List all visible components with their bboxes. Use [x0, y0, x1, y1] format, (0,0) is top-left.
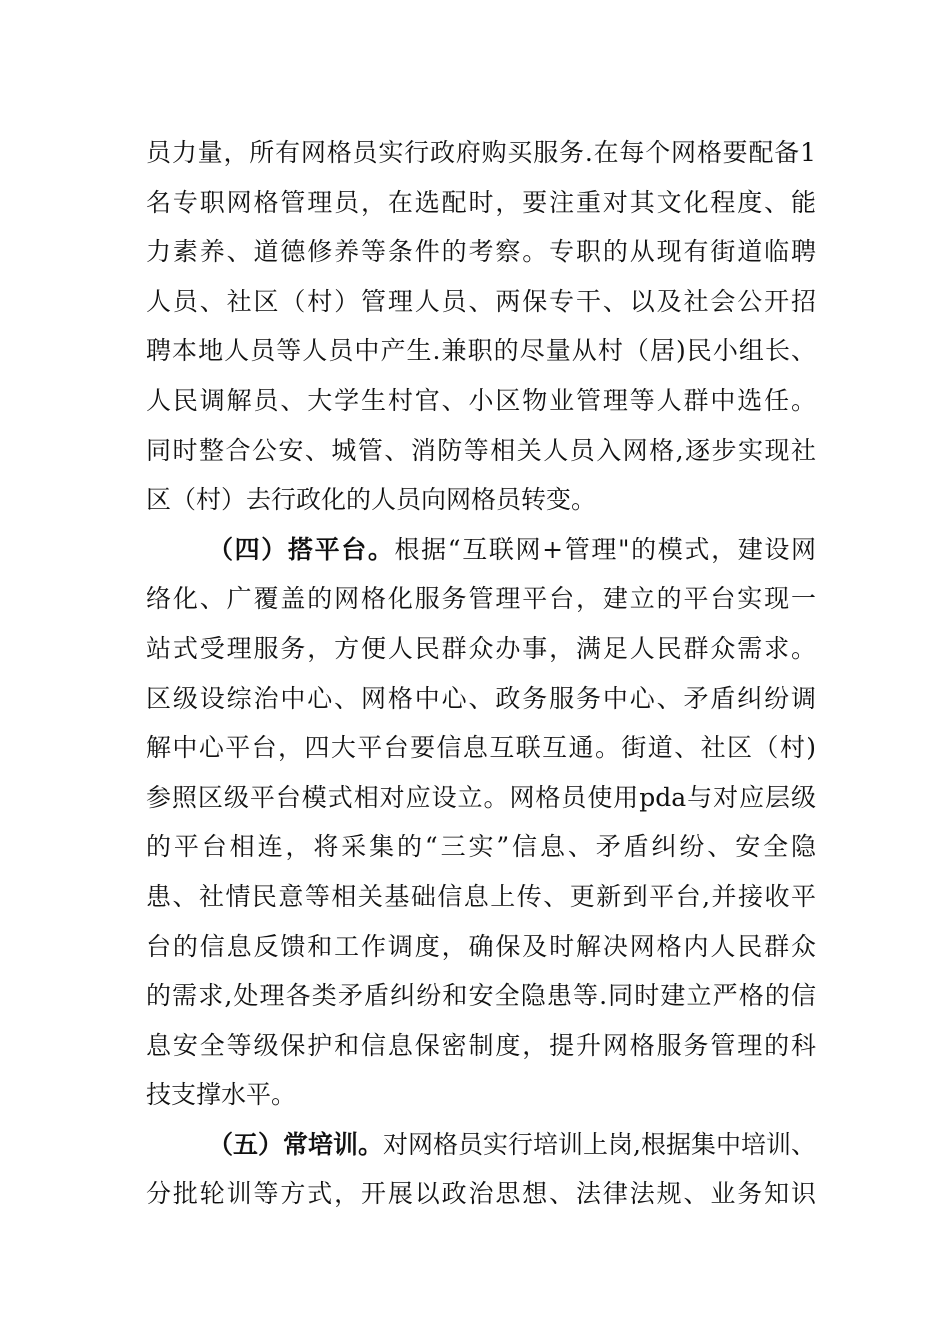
body-line: 的平台相连，将采集的“三实”信息、矛盾纠纷、安全隐 — [146, 832, 816, 862]
body-line: 络化、广覆盖的网格化服务管理平台，建立的平台实现一 — [146, 584, 816, 614]
section-heading: （五）常培训。 — [208, 1129, 384, 1159]
paragraph-first-line — [146, 525, 816, 575]
body-line: 台的信息反馈和工作调度，确保及时解决网格内人民群众 — [146, 931, 816, 961]
body-line: 人民调解员、大学生村官、小区物业管理等人群中选任。 — [146, 385, 816, 415]
body-text: 根据“互联网+管理"的模式，建设网 — [394, 534, 816, 564]
body-line: 人员、社区（村）管理人员、两保专干、以及社会公开招 — [146, 286, 816, 316]
body-line: 患、社情民意等相关基础信息上传、更新到平台,并接收平 — [146, 881, 816, 911]
body-line: 名专职网格管理员，在选配时，要注重对其文化程度、能 — [146, 187, 816, 217]
document-body — [146, 128, 816, 1219]
paragraph-first-line — [146, 1120, 816, 1170]
body-line: 的需求,处理各类矛盾纠纷和安全隐患等.同时建立严格的信 — [146, 981, 816, 1011]
body-line: 技支撑水平。 — [146, 1080, 297, 1110]
body-line: 参照区级平台模式相对应设立。网格员使用pda与对应层级 — [146, 782, 816, 812]
body-line: 力素养、道德修养等条件的考察。专职的从现有街道临聘 — [146, 237, 816, 267]
section-heading: （四）搭平台。 — [208, 534, 395, 564]
body-line: 同时整合公安、城管、消防等相关人员入网格,逐步实现社 — [146, 435, 816, 465]
body-line: 息安全等级保护和信息保密制度，提升网格服务管理的科 — [146, 1030, 816, 1060]
body-line: 区（村）去行政化的人员向网格员转变。 — [146, 485, 597, 515]
body-line: 站式受理服务，方便人民群众办事，满足人民群众需求。 — [146, 633, 816, 663]
body-line: 聘本地人员等人员中产生.兼职的尽量从村（居)民小组长、 — [146, 336, 816, 366]
body-line: 区级设综治中心、网格中心、政务服务中心、矛盾纠纷调 — [146, 683, 816, 713]
body-text: 对网格员实行培训上岗,根据集中培训、 — [383, 1129, 816, 1159]
body-line: 解中心平台，四大平台要信息互联互通。街道、社区（村) — [146, 733, 816, 763]
body-line: 员力量，所有网格员实行政府购买服务.在每个网格要配备1 — [146, 138, 816, 167]
body-line: 分批轮训等方式，开展以政治思想、法律法规、业务知识 — [146, 1179, 816, 1209]
